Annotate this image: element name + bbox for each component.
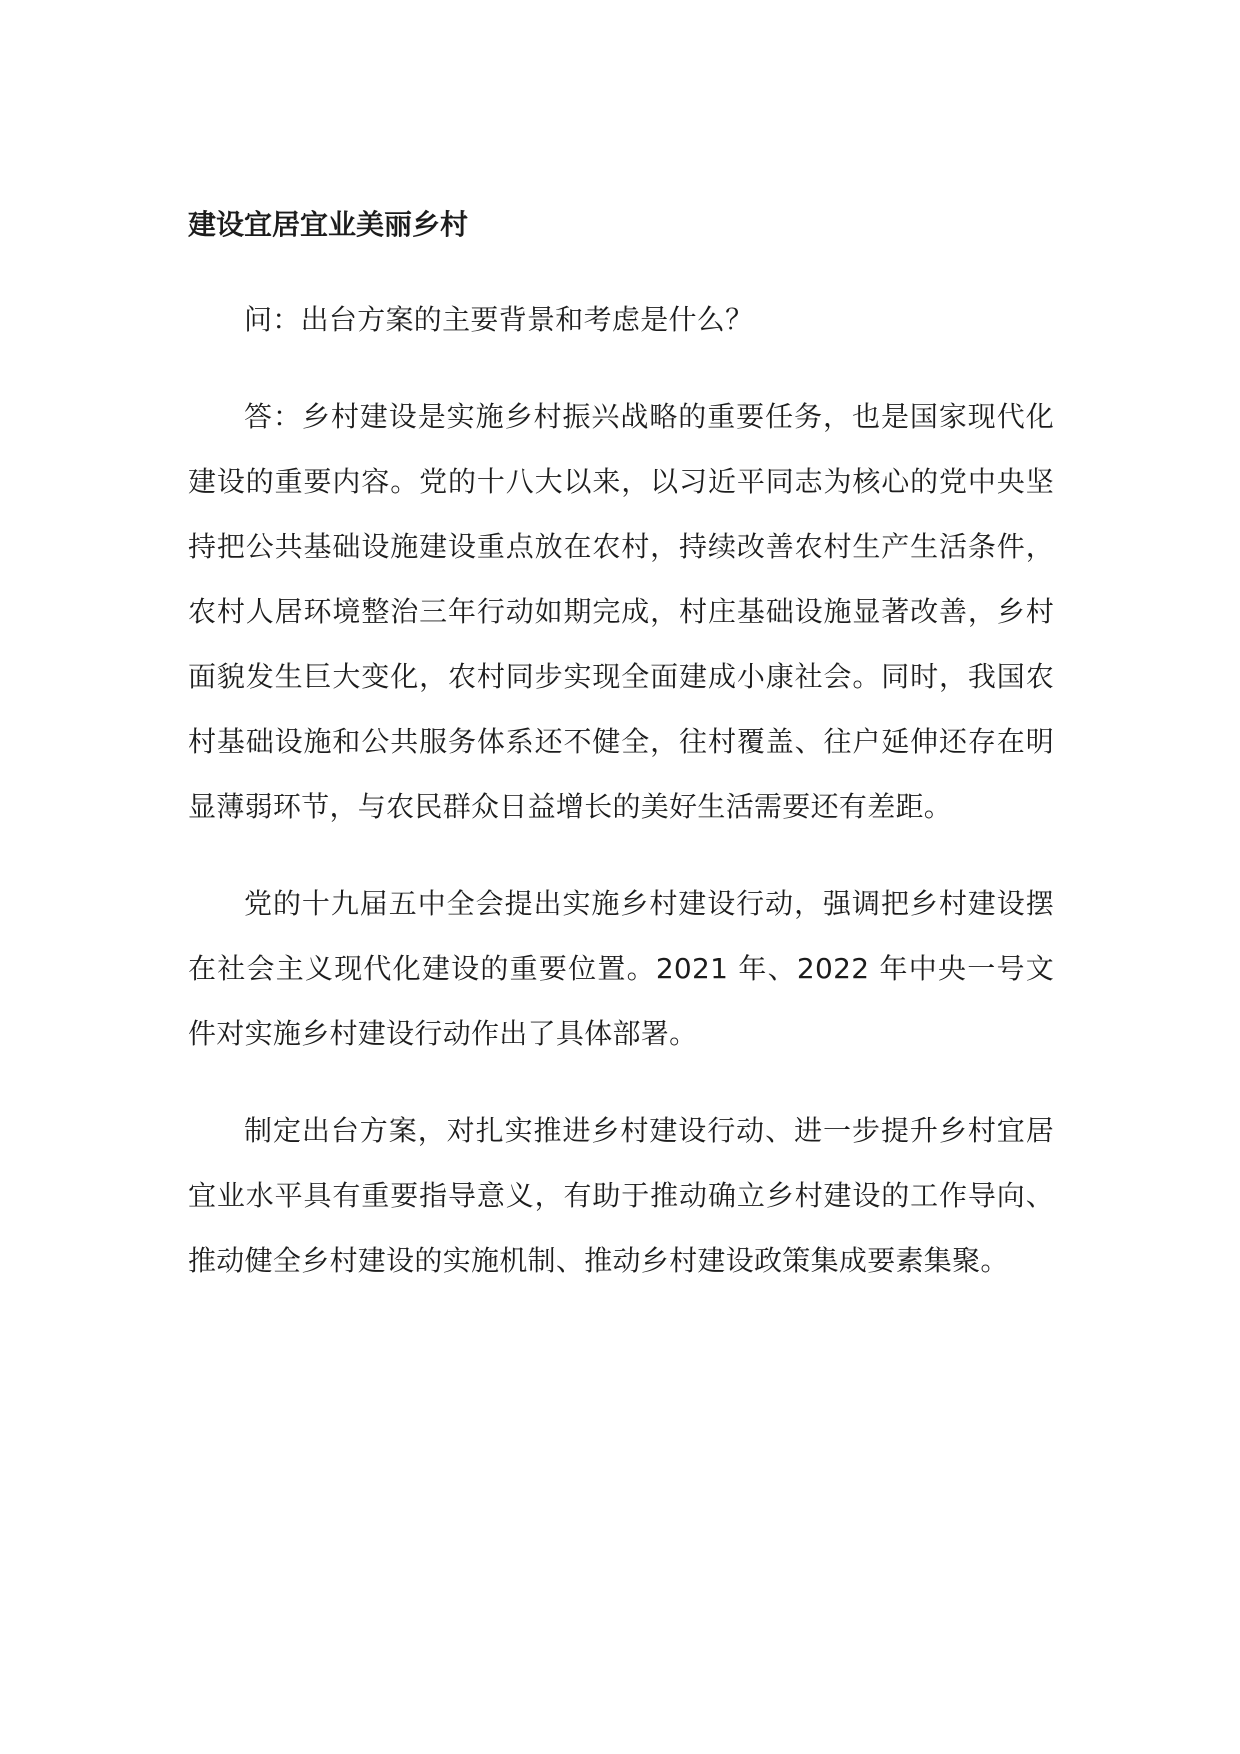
document-page [188, 205, 1054, 1293]
body-paragraph: 制定出台方案，对扎实推进乡村建设行动、进一步提升乡村宜居宜业水平具有重要指导意义，有助于推动确立乡村建设的工作导向、推动健全乡村建设的实施机制、推动乡村建设政策集成要素集聚。 [188, 1114, 1054, 1277]
answer-paragraph: 答：乡村建设是实施乡村振兴战略的重要任务，也是国家现代化建设的重要内容。党的十八大以来，以习近平同志为核心的党中央坚持把公共基础设施建设重点放在农村，持续改善农村生产生活条件，农村人居环境整治三年行动如期完成，村庄基础设施显著改善，乡村面貌发生巨大变化，农村同步实现全面建成小康社会。同时，我国农村基础设施和公共服务体系还不健全，往村覆盖、往户延伸还存在明显薄弱环节，与农民群众日益增长的美好生活需要还有差距。 [188, 400, 1054, 823]
document-title: 建设宜居宜业美丽乡村 [188, 208, 469, 241]
body-paragraph: 党的十九届五中全会提出实施乡村建设行动，强调把乡村建设摆在社会主义现代化建设的重要位置。2021 年、2022 年中央一号文件对实施乡村建设行动作出了具体部署。 [188, 887, 1054, 1050]
question-paragraph: 问：出台方案的主要背景和考虑是什么？ [244, 303, 754, 336]
